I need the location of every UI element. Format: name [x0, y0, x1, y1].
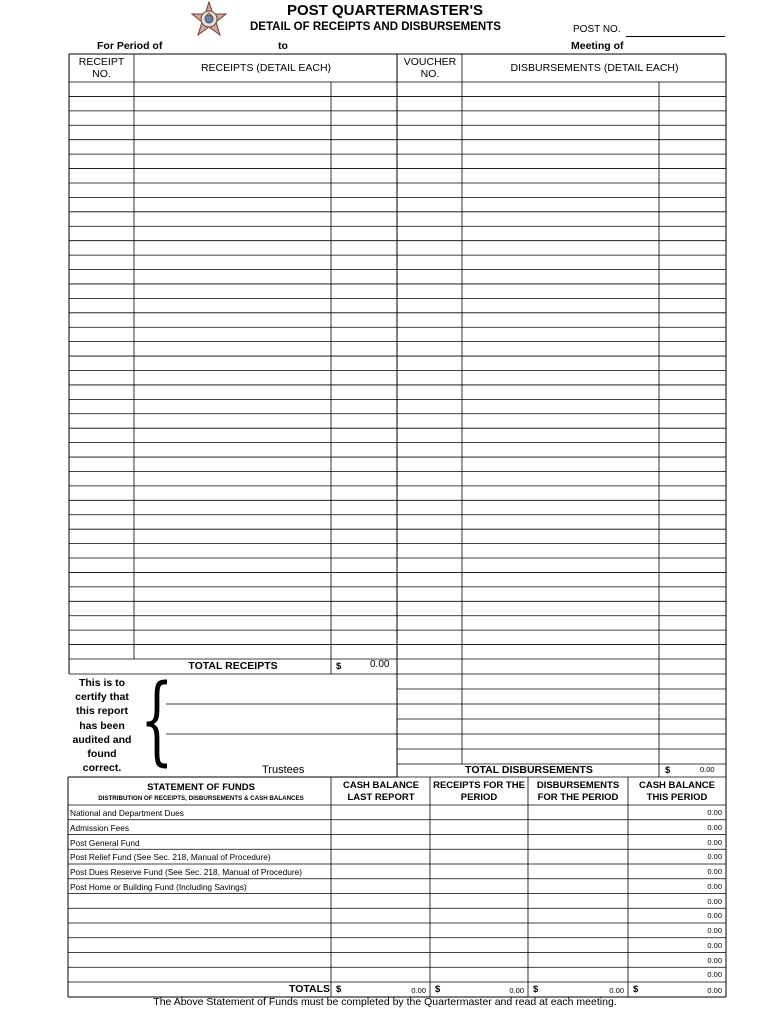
receipt-no-header: RECEIPT NO. [78, 56, 125, 80]
voucher-no-header: VOUCHER NO. [403, 56, 457, 80]
fund-row-balance: 0.00 [707, 896, 722, 906]
totals-currency: $ [336, 984, 342, 995]
total-receipts-value: 0.00 [370, 659, 390, 670]
receipts-header: RECEIPTS (DETAIL EACH) [200, 62, 332, 74]
total-disbursements-currency: $ [665, 765, 671, 776]
certification-line: audited and [72, 733, 132, 746]
certification-line: this report [76, 705, 128, 718]
total-receipts-currency: $ [336, 661, 342, 672]
totals-currency: $ [533, 984, 539, 995]
page-subtitle: DETAIL OF RECEIPTS AND DISBURSEMENTS [250, 21, 501, 33]
totals-value: 0.00 [707, 986, 722, 995]
certification-text [70, 676, 134, 775]
funds-title: STATEMENT OF FUNDS [147, 782, 255, 793]
cash-balance-last-header: CASH BALANCE LAST REPORT [343, 779, 419, 803]
page-title: POST QUARTERMASTER'S [286, 2, 484, 19]
disbursements-header: DISBURSEMENTS (DETAIL EACH) [510, 62, 679, 74]
period-to-label: to [278, 40, 288, 52]
cash-balance-this-header: CASH BALANCE THIS PERIOD [639, 779, 715, 803]
certification-line: found [87, 748, 117, 761]
fund-row-balance: 0.00 [707, 881, 722, 891]
total-receipts-label: TOTAL RECEIPTS [188, 660, 278, 672]
period-label: For Period of [97, 40, 163, 52]
certification-line: correct. [82, 762, 122, 775]
fund-row-label: Post Relief Fund (See Sec. 218, Manual of Procedure) [70, 852, 271, 863]
fund-row-balance: 0.00 [707, 926, 722, 935]
fund-row-balance: 0.00 [707, 970, 722, 980]
funds-subtitle: DISTRIBUTION OF RECEIPTS, DISBURSEMENTS & CASH BALANCES [98, 795, 304, 802]
trustees-label: Trustees [262, 764, 305, 776]
total-disbursements-label: TOTAL DISBURSEMENTS [465, 764, 593, 776]
receipts-period-header: RECEIPTS FOR THE PERIOD [433, 779, 525, 803]
certification-line: This is to [78, 677, 126, 689]
totals-value: 0.00 [509, 986, 524, 995]
fund-row-balance: 0.00 [707, 852, 722, 862]
fund-row-balance: 0.00 [707, 837, 722, 847]
footer-note: The Above Statement of Funds must be completed by the Quartermaster and read at each meeting. [153, 996, 617, 1008]
fund-row-label: Post Home or Building Fund (Including Savings) [70, 881, 247, 892]
fund-row-balance: 0.00 [707, 940, 722, 950]
fund-row-balance: 0.00 [707, 955, 722, 965]
fund-row-label: Admission Fees [70, 822, 130, 833]
fund-row-balance: 0.00 [707, 911, 722, 921]
totals-value: 0.00 [609, 986, 624, 995]
totals-currency: $ [435, 984, 441, 995]
fund-row-label: National and Department Dues [70, 808, 184, 818]
totals-label: TOTALS [288, 983, 330, 995]
fund-row-label: Post General Fund [70, 837, 140, 848]
certification-line: certify that [75, 691, 129, 704]
fund-row-balance: 0.00 [707, 867, 722, 876]
disbursements-period-header: DISBURSEMENTS FOR THE PERIOD [536, 779, 620, 803]
meeting-label: Meeting of [571, 40, 624, 52]
totals-value: 0.00 [411, 986, 426, 995]
fund-row-label: Post Dues Reserve Fund (See Sec. 218, Manual of Procedure) [70, 867, 302, 877]
brace-icon: { [140, 664, 174, 776]
post-no-label: POST NO. [573, 24, 621, 35]
total-disbursements-value: 0.00 [700, 765, 715, 774]
fund-row-balance: 0.00 [707, 822, 722, 832]
fund-row-balance: 0.00 [707, 808, 722, 817]
certification-line: has been [79, 719, 125, 732]
totals-currency: $ [633, 984, 639, 995]
